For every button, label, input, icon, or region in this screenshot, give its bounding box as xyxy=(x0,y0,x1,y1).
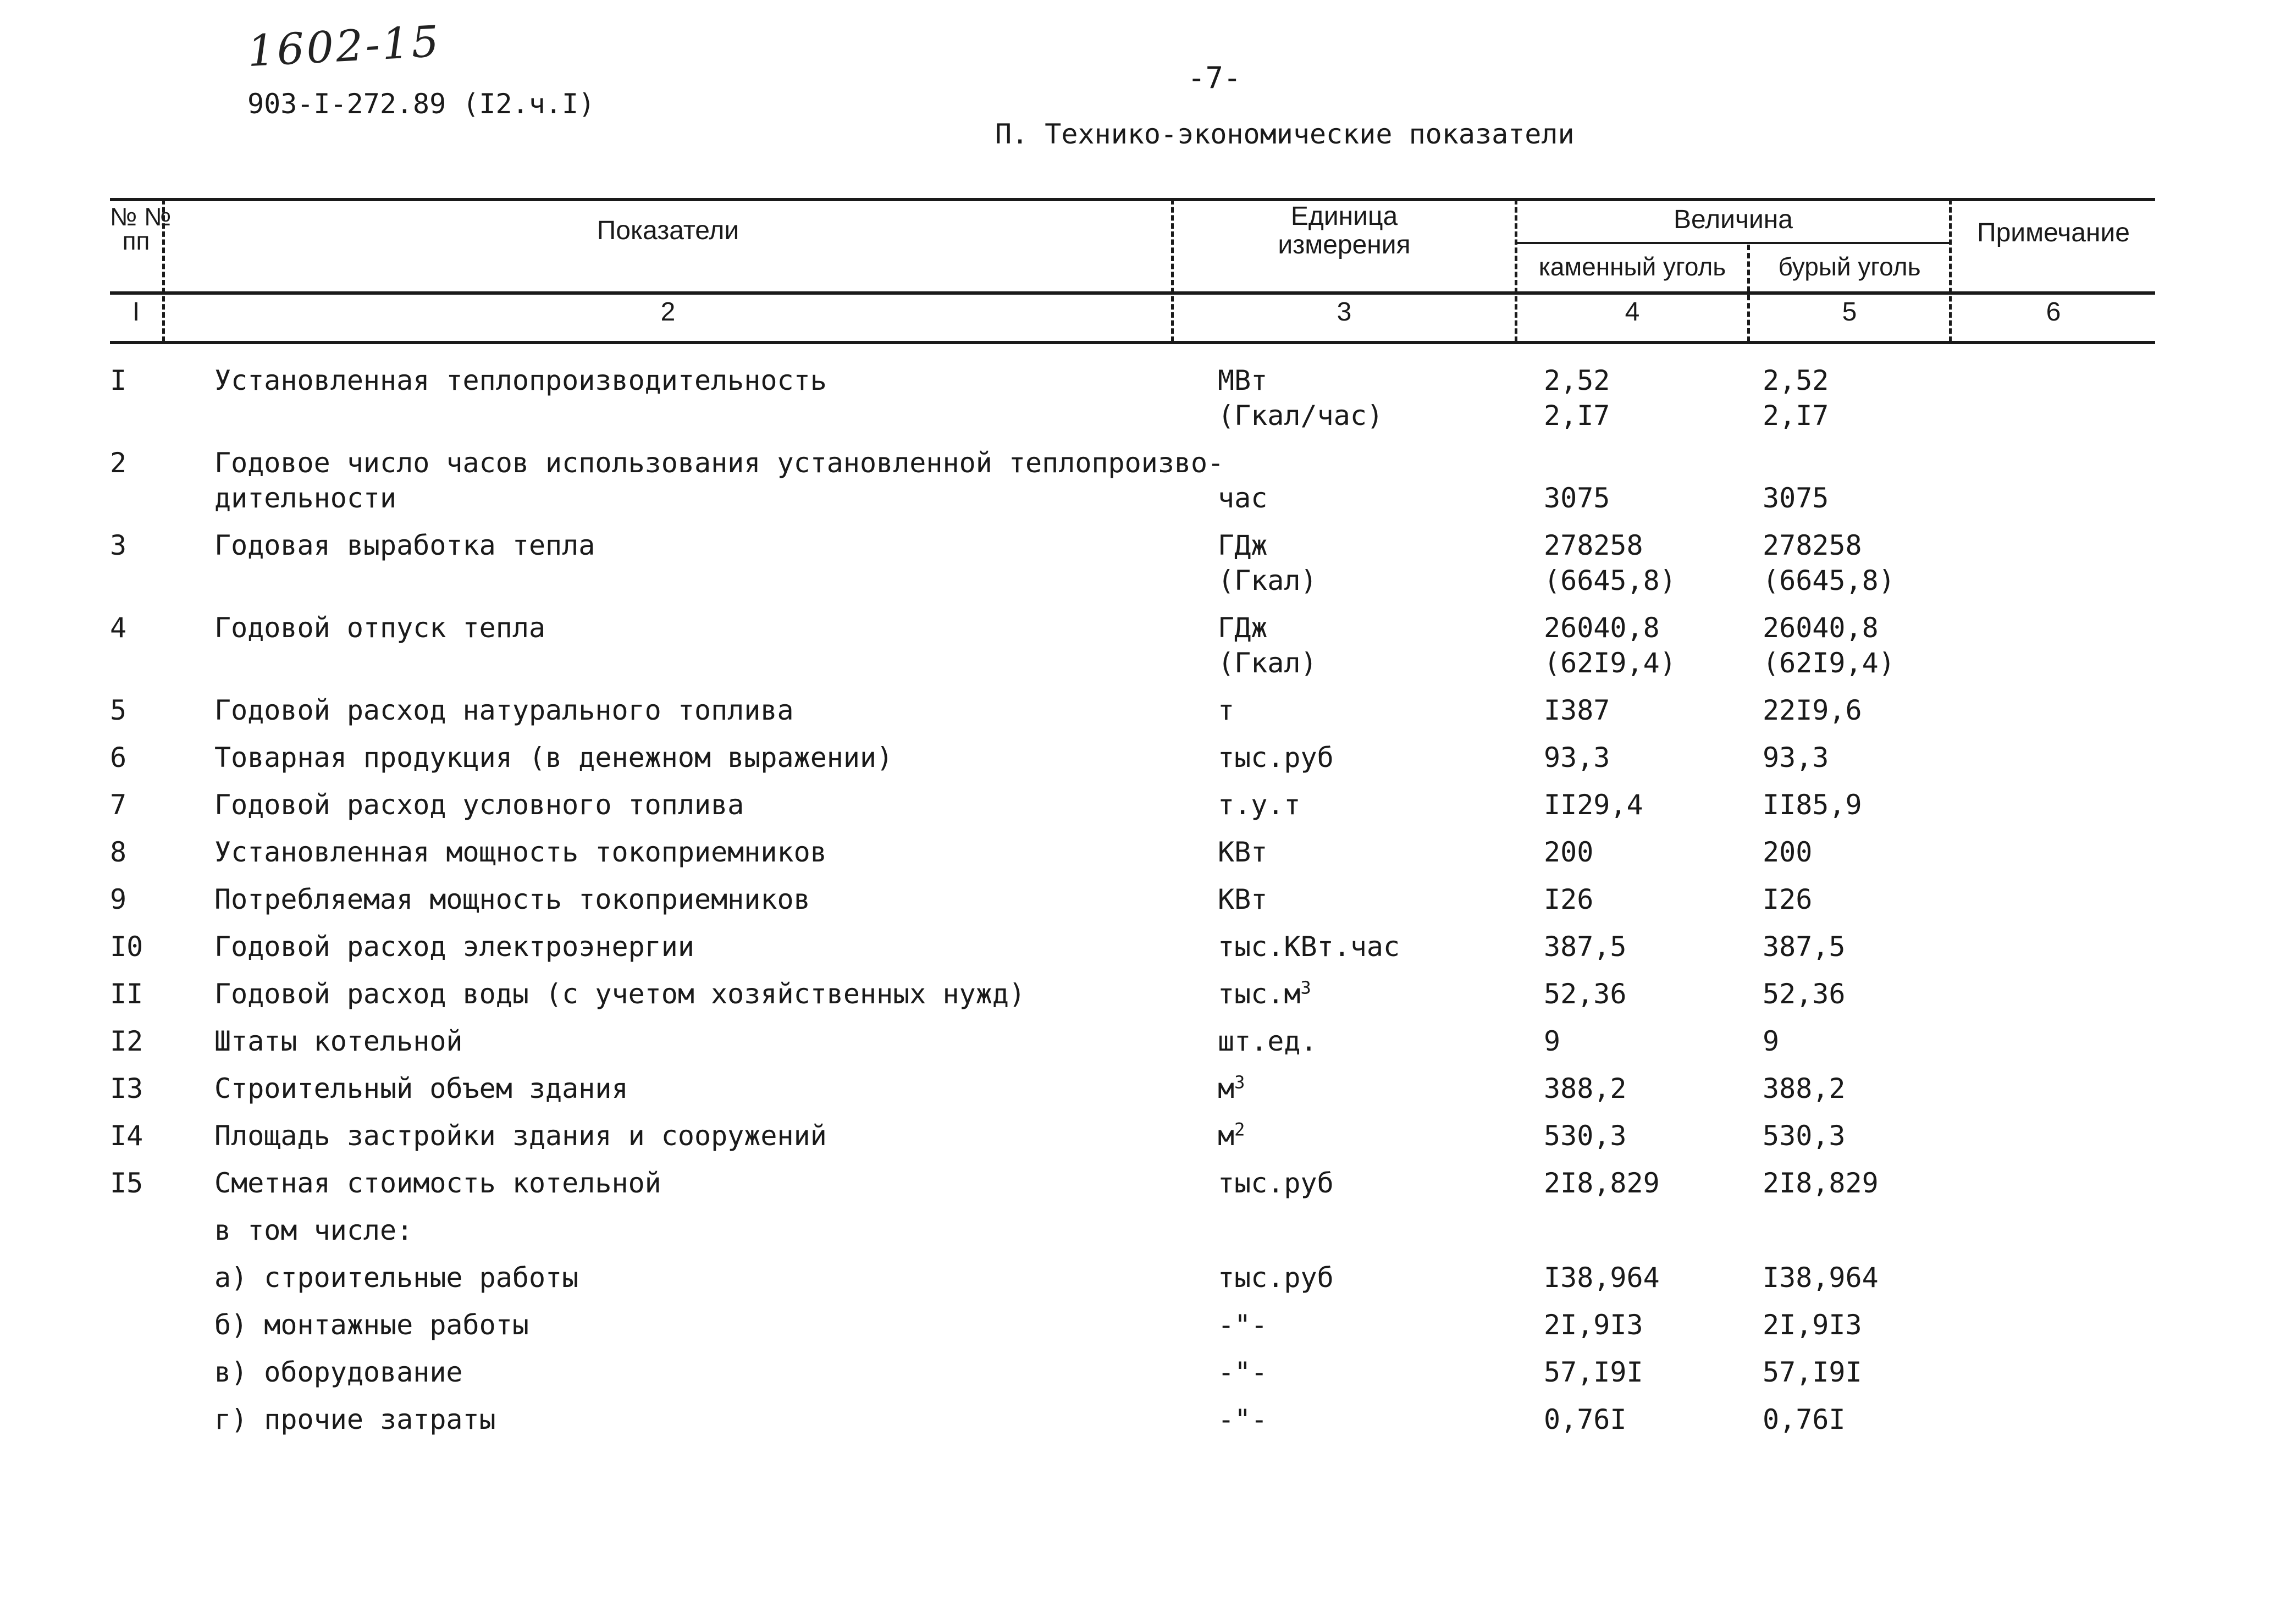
row-value-coal: I38,964 xyxy=(1544,1262,1660,1294)
row-unit: тыс.руб xyxy=(1218,1167,1334,1199)
row-value-lignite: 387,5 xyxy=(1763,931,1846,963)
value-subheader-rule xyxy=(1517,242,1949,244)
row-value-lignite: I26 xyxy=(1763,883,1813,915)
row-value-lignite: 52,36 xyxy=(1763,978,1846,1010)
table-row xyxy=(0,787,2286,835)
row-value-lignite: 278258 (6645,8) xyxy=(1763,529,1895,596)
row-value-coal: I26 xyxy=(1544,883,1594,915)
row-indicator: Штаты котельной xyxy=(214,1025,463,1057)
table-row xyxy=(0,1071,2286,1118)
row-indicator: Установленная теплопроизводительность xyxy=(214,364,827,396)
row-value-coal: 2I8,829 xyxy=(1544,1167,1660,1199)
header-num: № № пп xyxy=(110,202,172,255)
row-indicator: Годовой расход натурального топлива xyxy=(214,694,794,726)
table-row xyxy=(0,835,2286,882)
row-unit: -"- xyxy=(1218,1404,1268,1435)
row-value-coal: 0,76I xyxy=(1544,1404,1627,1435)
row-value-coal: 93,3 xyxy=(1544,742,1610,774)
table-row xyxy=(0,1118,2286,1165)
row-indicator: а) строительные работы xyxy=(214,1262,579,1294)
row-value-coal: 387,5 xyxy=(1544,931,1627,963)
row-indicator: Установленная мощность токоприемников xyxy=(214,836,827,868)
row-unit: т xyxy=(1218,694,1235,726)
column-number-1: I xyxy=(132,297,140,327)
row-unit: МВт (Гкал/час) xyxy=(1218,364,1384,432)
table-row xyxy=(0,929,2286,976)
row-unit: КВт xyxy=(1218,883,1268,915)
row-value-coal: 3075 xyxy=(1544,482,1610,514)
row-indicator: Годовое число часов использования установленной теплопроизво- дительности xyxy=(214,447,1224,514)
row-unit: тыс.руб xyxy=(1218,1262,1334,1294)
column-number-4: 4 xyxy=(1625,297,1640,327)
row-unit: час xyxy=(1218,482,1268,514)
row-value-lignite: 22I9,6 xyxy=(1763,694,1862,726)
row-unit: шт.ед. xyxy=(1218,1025,1317,1057)
column-number-3: 3 xyxy=(1337,297,1352,327)
row-value-lignite: 57,I9I xyxy=(1763,1356,1862,1388)
row-number: 9 xyxy=(110,883,127,915)
column-number-5: 5 xyxy=(1842,297,1857,327)
row-number: 3 xyxy=(110,529,127,561)
row-indicator: Годовая выработка тепла xyxy=(214,529,595,561)
table-row xyxy=(0,976,2286,1024)
row-number: 2 xyxy=(110,447,127,479)
row-value-lignite: 200 xyxy=(1763,836,1813,868)
row-unit: ГДж (Гкал) xyxy=(1218,529,1317,596)
table-row xyxy=(0,1213,2286,1260)
column-number-2: 2 xyxy=(660,297,676,327)
table-row xyxy=(0,882,2286,929)
row-indicator: Сметная стоимость котельной xyxy=(214,1167,661,1199)
row-unit: т.у.т xyxy=(1218,789,1301,821)
document-code: 903-I-272.89 (I2.ч.I) xyxy=(247,88,595,120)
handwritten-number: 1602-15 xyxy=(246,16,443,77)
row-number: I0 xyxy=(110,931,143,963)
header-indicator: Показатели xyxy=(597,216,739,245)
row-indicator: Строительный объем здания xyxy=(214,1073,628,1104)
row-unit: $тыс.м^3$ xyxy=(1218,977,1311,1010)
row-number: 5 xyxy=(110,694,127,726)
row-value-coal: 26040,8 (62I9,4) xyxy=(1544,612,1676,679)
row-unit: $м^3$ xyxy=(1218,1071,1245,1104)
table-row xyxy=(0,1307,2286,1355)
table-row xyxy=(0,1260,2286,1307)
row-number: I2 xyxy=(110,1025,143,1057)
row-value-lignite: 0,76I xyxy=(1763,1404,1846,1435)
row-indicator: Годовой расход воды (с учетом хозяйственных нужд) xyxy=(214,978,1026,1010)
row-unit: $м^2$ xyxy=(1218,1119,1245,1152)
row-indicator: Площадь застройки здания и сооружений xyxy=(214,1120,827,1152)
row-value-lignite: 26040,8 (62I9,4) xyxy=(1763,612,1895,679)
header-note: Примечание xyxy=(1977,218,2130,247)
row-number: I xyxy=(110,364,127,396)
row-value-coal: 388,2 xyxy=(1544,1073,1627,1104)
row-number: I4 xyxy=(110,1120,143,1152)
table-row xyxy=(0,445,2286,528)
row-value-lignite: 2I,9I3 xyxy=(1763,1309,1862,1341)
row-value-coal: 530,3 xyxy=(1544,1120,1627,1152)
table-row xyxy=(0,693,2286,740)
row-value-coal: I387 xyxy=(1544,694,1610,726)
row-indicator: Годовой отпуск тепла xyxy=(214,612,546,644)
row-number: 6 xyxy=(110,742,127,774)
table-row xyxy=(0,363,2286,445)
table-row xyxy=(0,1355,2286,1402)
row-value-coal: 2,52 2,I7 xyxy=(1544,364,1610,432)
row-indicator: г) прочие затраты xyxy=(214,1404,496,1435)
row-value-coal: 200 xyxy=(1544,836,1594,868)
section-title: П. Технико-экономические показатели xyxy=(995,118,1575,150)
row-indicator: Годовой расход электроэнергии xyxy=(214,931,694,963)
row-value-lignite: 3075 xyxy=(1763,482,1829,514)
row-value-lignite: 2I8,829 xyxy=(1763,1167,1879,1199)
table-row xyxy=(0,610,2286,693)
header-value: Величина xyxy=(1674,205,1793,234)
row-value-lignite: II85,9 xyxy=(1763,789,1862,821)
row-indicator: в) оборудование xyxy=(214,1356,463,1388)
row-unit: тыс.КВт.час xyxy=(1218,931,1400,963)
row-indicator: б) монтажные работы xyxy=(214,1309,529,1341)
row-indicator: Годовой расход условного топлива xyxy=(214,789,744,821)
row-unit: -"- xyxy=(1218,1309,1268,1341)
row-value-lignite: I38,964 xyxy=(1763,1262,1879,1294)
header-top-rule xyxy=(110,198,2155,201)
unit-superscript: 2 xyxy=(1234,1119,1245,1140)
row-number: 4 xyxy=(110,612,127,644)
row-number: I3 xyxy=(110,1073,143,1104)
row-value-coal: 9 xyxy=(1544,1025,1561,1057)
row-value-coal: 57,I9I xyxy=(1544,1356,1643,1388)
row-number: I5 xyxy=(110,1167,143,1199)
table-body xyxy=(0,363,2286,1449)
row-number: 7 xyxy=(110,789,127,821)
row-unit: -"- xyxy=(1218,1356,1268,1388)
unit-superscript: 3 xyxy=(1300,977,1311,998)
header-bottom-rule xyxy=(110,291,2155,295)
column-number-rule xyxy=(110,341,2155,344)
row-value-lignite: 388,2 xyxy=(1763,1073,1846,1104)
row-unit: тыс.руб xyxy=(1218,742,1334,774)
table-row xyxy=(0,528,2286,610)
row-number: II xyxy=(110,978,143,1010)
header-unit: Единица измерения xyxy=(1278,202,1411,259)
row-value-lignite: 2,52 2,I7 xyxy=(1763,364,1829,432)
row-unit: ГДж (Гкал) xyxy=(1218,612,1317,679)
table-row xyxy=(0,740,2286,787)
row-value-coal: 278258 (6645,8) xyxy=(1544,529,1676,596)
row-number: 8 xyxy=(110,836,127,868)
row-unit: КВт xyxy=(1218,836,1268,868)
unit-superscript: 3 xyxy=(1234,1071,1245,1093)
table-row xyxy=(0,1402,2286,1449)
row-value-lignite: 530,3 xyxy=(1763,1120,1846,1152)
row-value-coal: II29,4 xyxy=(1544,789,1643,821)
page-number: -7- xyxy=(1188,60,1241,95)
row-value-lignite: 9 xyxy=(1763,1025,1780,1057)
row-value-lignite: 93,3 xyxy=(1763,742,1829,774)
row-indicator: Товарная продукция (в денежном выражении) xyxy=(214,742,893,774)
header-coal: каменный уголь xyxy=(1538,252,1726,281)
table-row xyxy=(0,1024,2286,1071)
table-row xyxy=(0,1165,2286,1213)
row-indicator: Потребляемая мощность токоприемников xyxy=(214,883,810,915)
column-number-6: 6 xyxy=(2046,297,2061,327)
row-value-coal: 52,36 xyxy=(1544,978,1627,1010)
header-lignite: бурый уголь xyxy=(1778,252,1921,281)
row-indicator: в том числе: xyxy=(214,1214,413,1246)
row-value-coal: 2I,9I3 xyxy=(1544,1309,1643,1341)
